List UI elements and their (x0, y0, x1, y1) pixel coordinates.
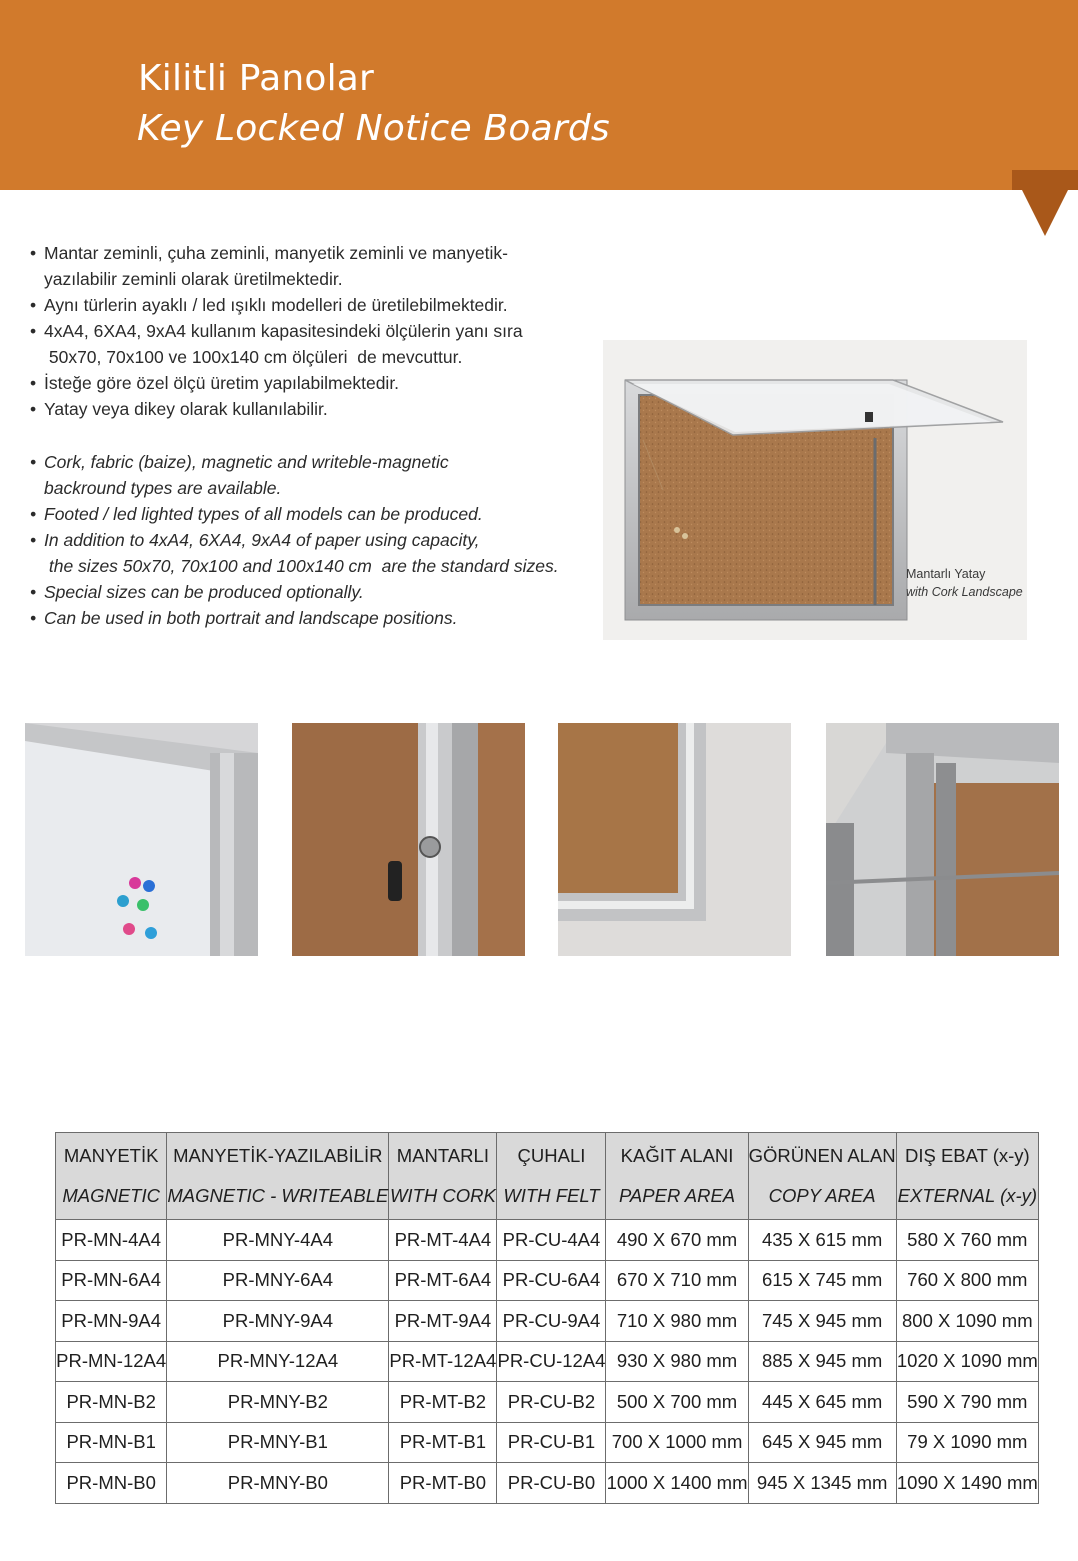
table-cell: PR-MT-B0 (389, 1463, 497, 1504)
table-cell: PR-MNY-6A4 (167, 1260, 389, 1301)
hero-caption: Mantarlı Yatay with Cork Landscape (906, 567, 1023, 599)
table-cell: 885 X 945 mm (748, 1341, 896, 1382)
col-header: MANYETİK-YAZILABİLİR MAGNETIC - WRITEABLE (167, 1133, 389, 1220)
table-cell: PR-MNY-B1 (167, 1422, 389, 1463)
table-row (56, 1382, 1039, 1423)
col-header: MANYETİK MAGNETIC (56, 1133, 167, 1220)
feature-item: • Footed / led lighted types of all models can be produced. (30, 501, 610, 527)
col-header: DIŞ EBAT (x-y) EXTERNAL (x-y) (896, 1133, 1038, 1220)
features-list-tr (30, 240, 610, 422)
table-cell: PR-MN-6A4 (56, 1260, 167, 1301)
table-cell: 1000 X 1400 mm (606, 1463, 748, 1504)
table-cell: 930 X 980 mm (606, 1341, 748, 1382)
feature-item: • 4xA4, 6XA4, 9xA4 kullanım kapasitesindeki ölçülerin yanı sıra 50x70, 70x100 ve 100x140 cm ölçüleri de mevcuttur. (30, 318, 610, 370)
table-cell: 1090 X 1490 mm (896, 1463, 1038, 1504)
table-cell: PR-MT-9A4 (389, 1301, 497, 1342)
table-cell: 445 X 645 mm (748, 1382, 896, 1423)
col-header: GÖRÜNEN ALAN COPY AREA (748, 1133, 896, 1220)
feature-item: • Aynı türlerin ayaklı / led ışıklı modelleri de üretilebilmektedir. (30, 292, 610, 318)
table-cell: PR-MT-12A4 (389, 1341, 497, 1382)
table-cell: 615 X 745 mm (748, 1260, 896, 1301)
table-cell: 1020 X 1090 mm (896, 1341, 1038, 1382)
table-row (56, 1301, 1039, 1342)
table-cell: PR-MNY-B2 (167, 1382, 389, 1423)
table-cell: PR-CU-9A4 (497, 1301, 606, 1342)
table-cell: PR-MN-12A4 (56, 1341, 167, 1382)
spec-table (55, 1132, 1039, 1504)
table-row (56, 1260, 1039, 1301)
table-cell: 580 X 760 mm (896, 1220, 1038, 1261)
table-cell: PR-MN-9A4 (56, 1301, 167, 1342)
feature-item: • Can be used in both portrait and landscape positions. (30, 605, 610, 631)
table-cell: PR-CU-4A4 (497, 1220, 606, 1261)
feature-item: • Cork, fabric (baize), magnetic and writeble-magnetic backround types are available. (30, 449, 610, 501)
table-cell: 490 X 670 mm (606, 1220, 748, 1261)
table-cell: PR-MNY-9A4 (167, 1301, 389, 1342)
table-row (56, 1463, 1039, 1504)
table-cell: 590 X 790 mm (896, 1382, 1038, 1423)
feature-item: • Mantar zeminli, çuha zeminli, manyetik zeminli ve manyetik- yazılabilir zeminli olarak üretilmektedir. (30, 240, 610, 292)
feature-item: • İsteğe göre özel ölçü üretim yapılabilmektedir. (30, 370, 610, 396)
table-cell: PR-CU-B1 (497, 1422, 606, 1463)
col-header: KAĞIT ALANI PAPER AREA (606, 1133, 748, 1220)
col-header: MANTARLI WITH CORK (389, 1133, 497, 1220)
table-cell: PR-CU-12A4 (497, 1341, 606, 1382)
table-cell: 945 X 1345 mm (748, 1463, 896, 1504)
table-cell: 645 X 945 mm (748, 1422, 896, 1463)
table-cell: PR-MNY-B0 (167, 1463, 389, 1504)
table-cell: PR-MT-B1 (389, 1422, 497, 1463)
table-cell: 710 X 980 mm (606, 1301, 748, 1342)
table-cell: PR-MN-B0 (56, 1463, 167, 1504)
table-cell: PR-CU-6A4 (497, 1260, 606, 1301)
table-row (56, 1220, 1039, 1261)
table-cell: PR-CU-B2 (497, 1382, 606, 1423)
feature-item: • In addition to 4xA4, 6XA4, 9xA4 of paper using capacity, the sizes 50x70, 70x100 and 100x140 cm are the standard sizes. (30, 527, 610, 579)
table-cell: PR-MN-4A4 (56, 1220, 167, 1261)
features-list-en (30, 449, 610, 631)
page-title: Kilitli Panolar (138, 58, 375, 99)
detail-photo-hinge (826, 723, 1059, 956)
table-cell: PR-MN-B1 (56, 1422, 167, 1463)
table-cell: 760 X 800 mm (896, 1260, 1038, 1301)
table-cell: 500 X 700 mm (606, 1382, 748, 1423)
table-cell: PR-MT-6A4 (389, 1260, 497, 1301)
table-cell: PR-CU-B0 (497, 1463, 606, 1504)
table-cell: 79 X 1090 mm (896, 1422, 1038, 1463)
feature-item: • Yatay veya dikey olarak kullanılabilir. (30, 396, 610, 422)
page-subtitle: Key Locked Notice Boards (137, 108, 610, 149)
table-cell: 700 X 1000 mm (606, 1422, 748, 1463)
corner-arrow-icon (1012, 170, 1078, 236)
table-cell: PR-MNY-12A4 (167, 1341, 389, 1382)
table-cell: PR-MN-B2 (56, 1382, 167, 1423)
table-cell: PR-MNY-4A4 (167, 1220, 389, 1261)
table-header-row (56, 1133, 1039, 1220)
table-cell: PR-MT-4A4 (389, 1220, 497, 1261)
table-cell: 745 X 945 mm (748, 1301, 896, 1342)
detail-photo-lock (292, 723, 525, 956)
detail-photo-frame (558, 723, 791, 956)
table-cell: PR-MT-B2 (389, 1382, 497, 1423)
feature-item: • Special sizes can be produced optionally. (30, 579, 610, 605)
col-header: ÇUHALI WITH FELT (497, 1133, 606, 1220)
table-cell: 800 X 1090 mm (896, 1301, 1038, 1342)
table-cell: 435 X 615 mm (748, 1220, 896, 1261)
detail-photo-magnetic (25, 723, 258, 956)
table-cell: 670 X 710 mm (606, 1260, 748, 1301)
table-row (56, 1341, 1039, 1382)
table-row (56, 1422, 1039, 1463)
